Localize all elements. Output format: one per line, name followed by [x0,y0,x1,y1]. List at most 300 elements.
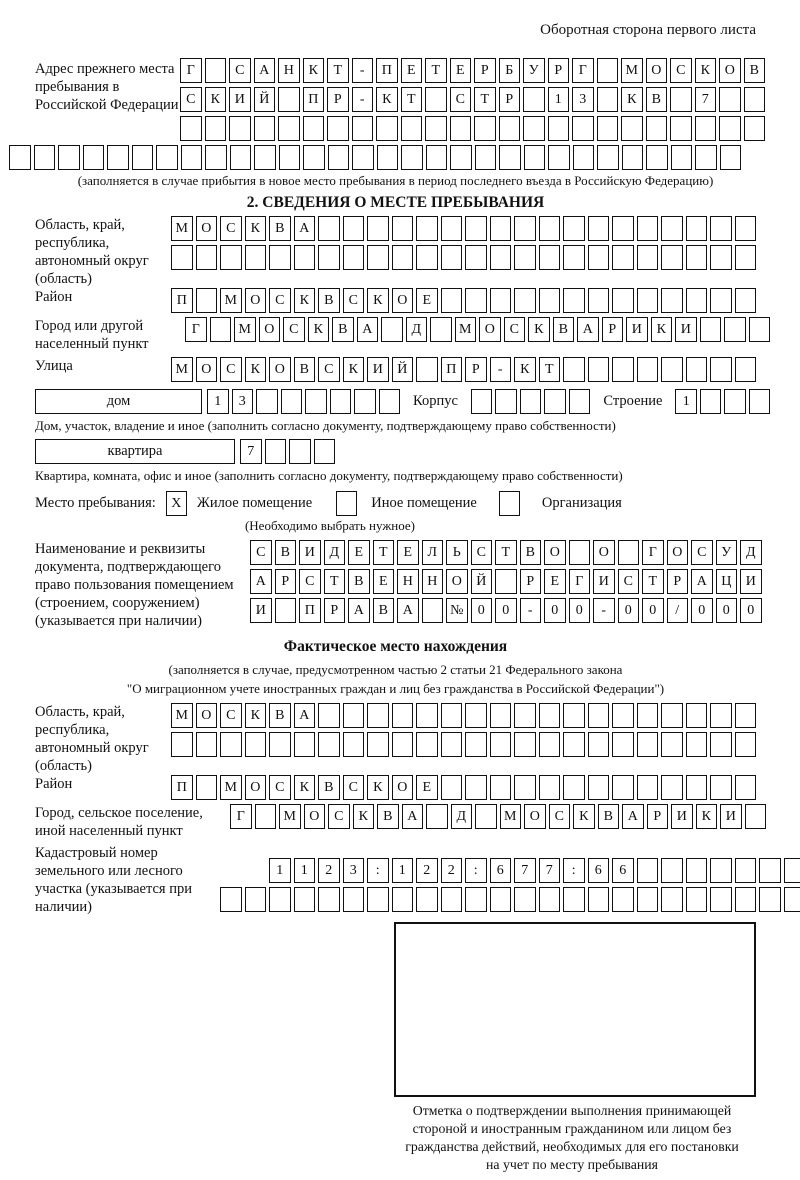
char-cell [196,245,218,270]
char-cell: К [367,288,389,313]
char-cell: А [250,569,272,594]
char-cell: Р [474,58,496,83]
char-cell: Г [642,540,664,565]
char-cell: : [465,858,487,883]
char-cell [588,245,610,270]
char-cell [490,288,512,313]
char-cell: К [245,216,267,241]
char-cell [430,317,452,342]
char-cell: Т [425,58,447,83]
char-cell [495,569,517,594]
char-cell [759,858,781,883]
char-cell: В [598,804,620,829]
char-cell [544,389,566,414]
char-cell: С [343,288,365,313]
apartment-cells [240,439,335,464]
char-cell [450,116,472,141]
cadastre-row-2 [220,887,800,912]
char-cell [621,116,643,141]
char-cell [465,887,487,912]
char-cell: С [229,58,251,83]
char-cell: А [691,569,713,594]
char-cell [563,245,585,270]
char-cell [744,116,766,141]
char-cell [686,858,708,883]
actual-region-row-2 [171,732,756,757]
char-cell [281,389,303,414]
char-cell [612,775,634,800]
char-cell [671,145,693,170]
document-rows [250,540,762,623]
char-cell [588,703,610,728]
char-cell [710,245,732,270]
char-cell: В [377,804,399,829]
char-cell: 1 [294,858,316,883]
char-cell [700,317,722,342]
char-cell [514,775,536,800]
char-cell: К [514,357,536,382]
char-cell: А [254,58,276,83]
char-cell [367,887,389,912]
char-cell [441,703,463,728]
char-cell: Е [416,775,438,800]
char-cell [278,116,300,141]
char-cell: Т [539,357,561,382]
stroenie-label: Строение [603,393,663,409]
char-cell [622,145,644,170]
char-cell: 0 [471,598,493,623]
char-cell [695,116,717,141]
char-cell [661,775,683,800]
char-cell [205,145,227,170]
char-cell: 1 [392,858,414,883]
char-cell [416,216,438,241]
char-cell: М [220,775,242,800]
char-cell [588,887,610,912]
char-cell [367,703,389,728]
char-cell: В [269,216,291,241]
actual-city-label: Город, сельское поселение, иной населенный пункт [35,805,203,839]
char-cell [686,775,708,800]
char-cell: Й [254,87,276,112]
char-cell [450,145,472,170]
char-cell: - [352,58,374,83]
char-cell [327,116,349,141]
stay-option-org-label: Организация [541,495,622,511]
char-cell [318,732,340,757]
char-cell: В [275,540,297,565]
char-cell [710,703,732,728]
cadastre-field [35,844,756,916]
char-cell: 0 [569,598,591,623]
char-cell: Г [572,58,594,83]
char-cell [514,732,536,757]
char-cell [686,732,708,757]
char-cell [58,145,80,170]
char-cell [524,145,546,170]
char-cell [569,540,591,565]
char-cell [269,887,291,912]
char-cell: К [651,317,673,342]
char-cell [686,887,708,912]
char-cell: С [299,569,321,594]
char-cell [597,58,619,83]
char-cell [245,887,267,912]
char-cell [539,732,561,757]
char-cell [588,732,610,757]
actual-location-title: Фактическое место нахождения [283,638,508,655]
prev-address-row-3 [180,116,765,141]
char-cell [275,598,297,623]
char-cell [710,288,732,313]
char-cell [637,858,659,883]
char-cell: К [621,87,643,112]
char-cell: Ь [446,540,468,565]
char-cell: Й [471,569,493,594]
char-cell: М [171,357,193,382]
char-cell: М [171,216,193,241]
char-cell [426,145,448,170]
char-cell [265,439,287,464]
char-cell [661,703,683,728]
cadastre-label: Кадастровый номер земельного или лесного участка (указывается при наличии) [35,845,192,915]
char-cell: 6 [490,858,512,883]
house-type-box: дом [35,389,202,414]
char-cell [490,732,512,757]
char-cell: Е [416,288,438,313]
char-cell: 2 [416,858,438,883]
char-cell: К [245,357,267,382]
char-cell [465,288,487,313]
char-cell [181,145,203,170]
stay-checkbox-zhiloe: X [166,491,187,516]
document-row-2 [250,569,762,594]
char-cell: Г [180,58,202,83]
char-cell [490,216,512,241]
char-cell: М [500,804,522,829]
char-cell: М [220,288,242,313]
char-cell [514,703,536,728]
char-cell [294,732,316,757]
char-cell [416,732,438,757]
char-cell: Ц [716,569,738,594]
stay-checkbox-org [499,491,520,516]
char-cell [548,145,570,170]
char-cell [83,145,105,170]
char-cell [499,116,521,141]
char-cell [612,216,634,241]
char-cell: Н [397,569,419,594]
char-cell: И [671,804,693,829]
char-cell: К [696,804,718,829]
apartment-type-box: квартира [35,439,235,464]
char-cell [695,145,717,170]
char-cell: С [220,357,242,382]
char-cell [230,145,252,170]
char-cell: 6 [612,858,634,883]
prev-address-row-4 [9,145,756,170]
house-note: Дом, участок, владение и иное (заполнить согласно документу, подтверждающему право собственности) [35,418,616,433]
char-cell [523,116,545,141]
char-cell [784,858,800,883]
char-cell: - [490,357,512,382]
char-cell: О [259,317,281,342]
char-cell: К [528,317,550,342]
char-cell [588,288,610,313]
char-cell: О [667,540,689,565]
char-cell: М [171,703,193,728]
char-cell: 7 [539,858,561,883]
char-cell [784,887,800,912]
char-cell [637,245,659,270]
char-cell: С [269,288,291,313]
char-cell [367,216,389,241]
char-cell: К [343,357,365,382]
char-cell: 0 [691,598,713,623]
char-cell [401,145,423,170]
char-cell [661,732,683,757]
house-line [35,389,756,414]
char-cell [724,317,746,342]
char-cell [759,887,781,912]
char-cell [499,145,521,170]
char-cell [220,887,242,912]
char-cell [132,145,154,170]
cadastre-rows [220,844,800,912]
char-cell: О [245,775,267,800]
char-cell [710,887,732,912]
char-cell [107,145,129,170]
char-cell [465,703,487,728]
char-cell: / [667,598,689,623]
stay-checkbox-inoe [336,491,357,516]
char-cell: С [618,569,640,594]
region-field [35,216,756,288]
actual-region-rows [171,703,756,757]
char-cell [381,317,403,342]
char-cell [465,775,487,800]
prev-address-label: Адрес прежнего места пребывания в Российской Федерации [35,61,179,113]
char-cell [563,357,585,382]
char-cell: О [392,775,414,800]
char-cell [269,245,291,270]
char-cell: 7 [695,87,717,112]
street-row [171,357,756,382]
char-cell [490,245,512,270]
char-cell [343,703,365,728]
district-label: Район [35,289,73,305]
char-cell: П [171,775,193,800]
char-cell: 7 [514,858,536,883]
char-cell: : [563,858,585,883]
char-cell [612,703,634,728]
actual-city-field [35,804,756,840]
char-cell [294,887,316,912]
actual-region-row-1 [171,703,756,728]
char-cell [563,732,585,757]
char-cell: А [294,703,316,728]
char-cell: 1 [548,87,570,112]
char-cell [278,87,300,112]
char-cell [661,288,683,313]
char-cell [441,288,463,313]
char-cell [735,732,757,757]
char-cell: О [392,288,414,313]
char-cell: С [269,775,291,800]
char-cell [724,389,746,414]
char-cell [495,389,517,414]
char-cell: И [720,804,742,829]
char-cell [255,804,277,829]
actual-note-line1: (заполняется в случае, предусмотренном частью 2 статьи 21 Федерального закона [168,662,623,677]
char-cell [646,145,668,170]
district-field [35,288,756,313]
document-row-1 [250,540,762,565]
char-cell [588,216,610,241]
stay-option-inoe-label: Иное помещение [371,495,477,511]
char-cell [661,216,683,241]
char-cell [520,389,542,414]
char-cell [465,732,487,757]
char-cell [441,732,463,757]
stamp-caption-line3: гражданства действий, необходимых для его постановки [405,1139,739,1154]
char-cell [422,598,444,623]
char-cell: С [691,540,713,565]
actual-city-row [230,804,766,829]
char-cell: 2 [318,858,340,883]
char-cell: И [593,569,615,594]
char-cell [392,245,414,270]
actual-district-field [35,775,756,800]
char-cell [318,887,340,912]
char-cell [426,804,448,829]
document-row-3 [250,598,762,623]
region-label: Область, край, республика, автономный округ (область) [35,217,149,287]
char-cell [523,87,545,112]
char-cell: С [220,703,242,728]
char-cell: К [205,87,227,112]
char-cell [490,887,512,912]
char-cell [416,245,438,270]
korpus-label: Корпус [413,393,458,409]
char-cell [343,245,365,270]
char-cell [597,87,619,112]
char-cell: В [318,288,340,313]
char-cell [377,145,399,170]
char-cell [490,703,512,728]
char-cell: К [695,58,717,83]
char-cell: Р [324,598,346,623]
char-cell [686,245,708,270]
char-cell: О [196,703,218,728]
char-cell [563,216,585,241]
char-cell [205,116,227,141]
char-cell [514,887,536,912]
char-cell: А [577,317,599,342]
char-cell: К [573,804,595,829]
stamp-caption-line4: на учет по месту пребывания [486,1157,658,1172]
char-cell: Е [348,540,370,565]
char-cell: И [229,87,251,112]
char-cell: Р [647,804,669,829]
char-cell [670,87,692,112]
char-cell: С [343,775,365,800]
char-cell [735,288,757,313]
char-cell [573,145,595,170]
char-cell [392,732,414,757]
char-cell: С [328,804,350,829]
char-cell [156,145,178,170]
char-cell: Т [324,569,346,594]
char-cell [352,116,374,141]
char-cell [294,245,316,270]
apartment-line [35,439,756,464]
char-cell: С [471,540,493,565]
char-cell [637,887,659,912]
char-cell: Р [275,569,297,594]
char-cell: Е [544,569,566,594]
char-cell [303,145,325,170]
char-cell: О [479,317,501,342]
char-cell [392,703,414,728]
char-cell: К [367,775,389,800]
prev-address-rows [180,58,765,141]
char-cell [343,732,365,757]
char-cell: 3 [232,389,254,414]
char-cell [416,357,438,382]
district-rows [171,288,756,313]
city-row [185,317,770,342]
char-cell: Р [327,87,349,112]
char-cell: : [367,858,389,883]
char-cell [392,887,414,912]
char-cell: Е [397,540,419,565]
char-cell: С [180,87,202,112]
char-cell: 0 [544,598,566,623]
char-cell: - [593,598,615,623]
char-cell: Д [324,540,346,565]
city-rows [185,317,770,342]
char-cell: И [367,357,389,382]
char-cell: Р [520,569,542,594]
char-cell [539,887,561,912]
char-cell: И [626,317,648,342]
char-cell: 0 [642,598,664,623]
char-cell [612,357,634,382]
char-cell [719,116,741,141]
char-cell [269,732,291,757]
char-cell: К [245,703,267,728]
region-row-2 [171,245,756,270]
char-cell [416,703,438,728]
char-cell [700,389,722,414]
city-label: Город или другой населенный пункт [35,318,149,352]
char-cell: Д [406,317,428,342]
char-cell: А [402,804,424,829]
char-cell [220,245,242,270]
char-cell: В [332,317,354,342]
char-cell: Р [465,357,487,382]
prev-address-field [35,58,759,141]
char-cell [401,116,423,141]
char-cell [514,245,536,270]
char-cell: Т [373,540,395,565]
char-cell [343,216,365,241]
char-cell [318,703,340,728]
stroenie-cells [675,389,770,414]
char-cell: Б [499,58,521,83]
char-cell: Н [278,58,300,83]
